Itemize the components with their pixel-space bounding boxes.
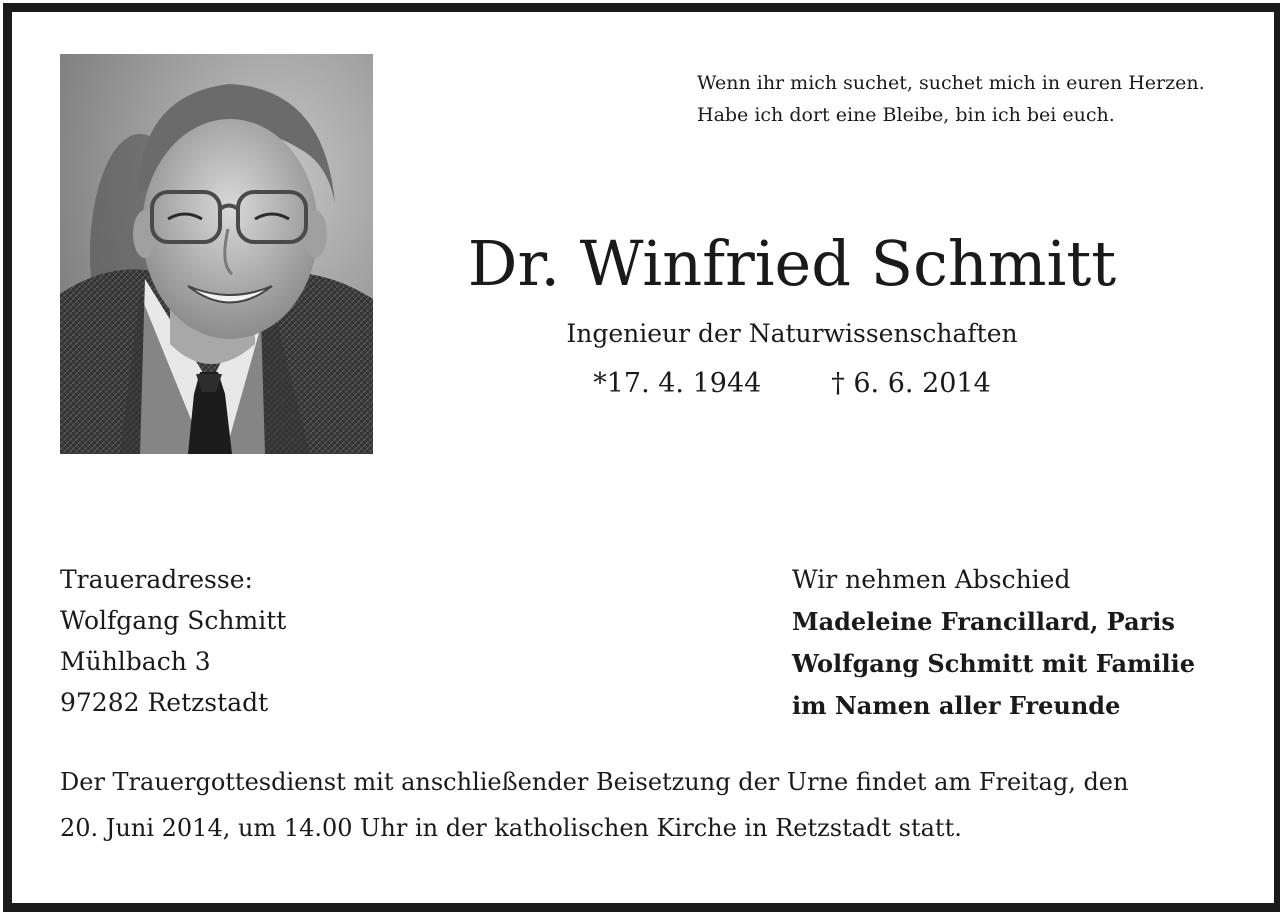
portrait-photo [60,54,373,454]
death-date: † 6. 6. 2014 [831,368,991,399]
life-dates [412,366,1172,402]
mourner-line: Wolfgang Schmitt mit Familie [792,649,1196,678]
address-city: 97282 Retzstadt [60,688,269,717]
obituary-frame [3,3,1280,912]
quote-line-1: Wenn ihr mich suchet, suchet mich in euren Herzen. [697,72,1205,94]
mourner-line: Madeleine Francillard, Paris [792,607,1175,636]
mourner-line: im Namen aller Freunde [792,691,1121,720]
notice-line-1: Der Trauergottesdienst mit anschließender Beisetzung der Urne findet am Freitag, den [60,768,1129,796]
deceased-profession: Ingenieur der Naturwissenschaften [566,319,1018,348]
farewell-block [792,559,1195,727]
funeral-service-notice [60,759,1240,851]
quote-line-2: Habe ich dort eine Bleibe, bin ich bei euch. [697,104,1115,126]
memorial-quote [697,67,1237,131]
deceased-name: Dr. Winfried Schmitt [467,227,1117,300]
birth-date: *17. 4. 1944 [593,368,762,399]
farewell-intro: Wir nehmen Abschied [792,565,1071,594]
address-label: Traueradresse: [60,565,253,594]
mourning-address [60,559,286,723]
address-street: Mühlbach 3 [60,647,211,676]
address-name: Wolfgang Schmitt [60,606,287,635]
notice-line-2: 20. Juni 2014, um 14.00 Uhr in der katholischen Kirche in Retzstadt statt. [60,814,962,842]
